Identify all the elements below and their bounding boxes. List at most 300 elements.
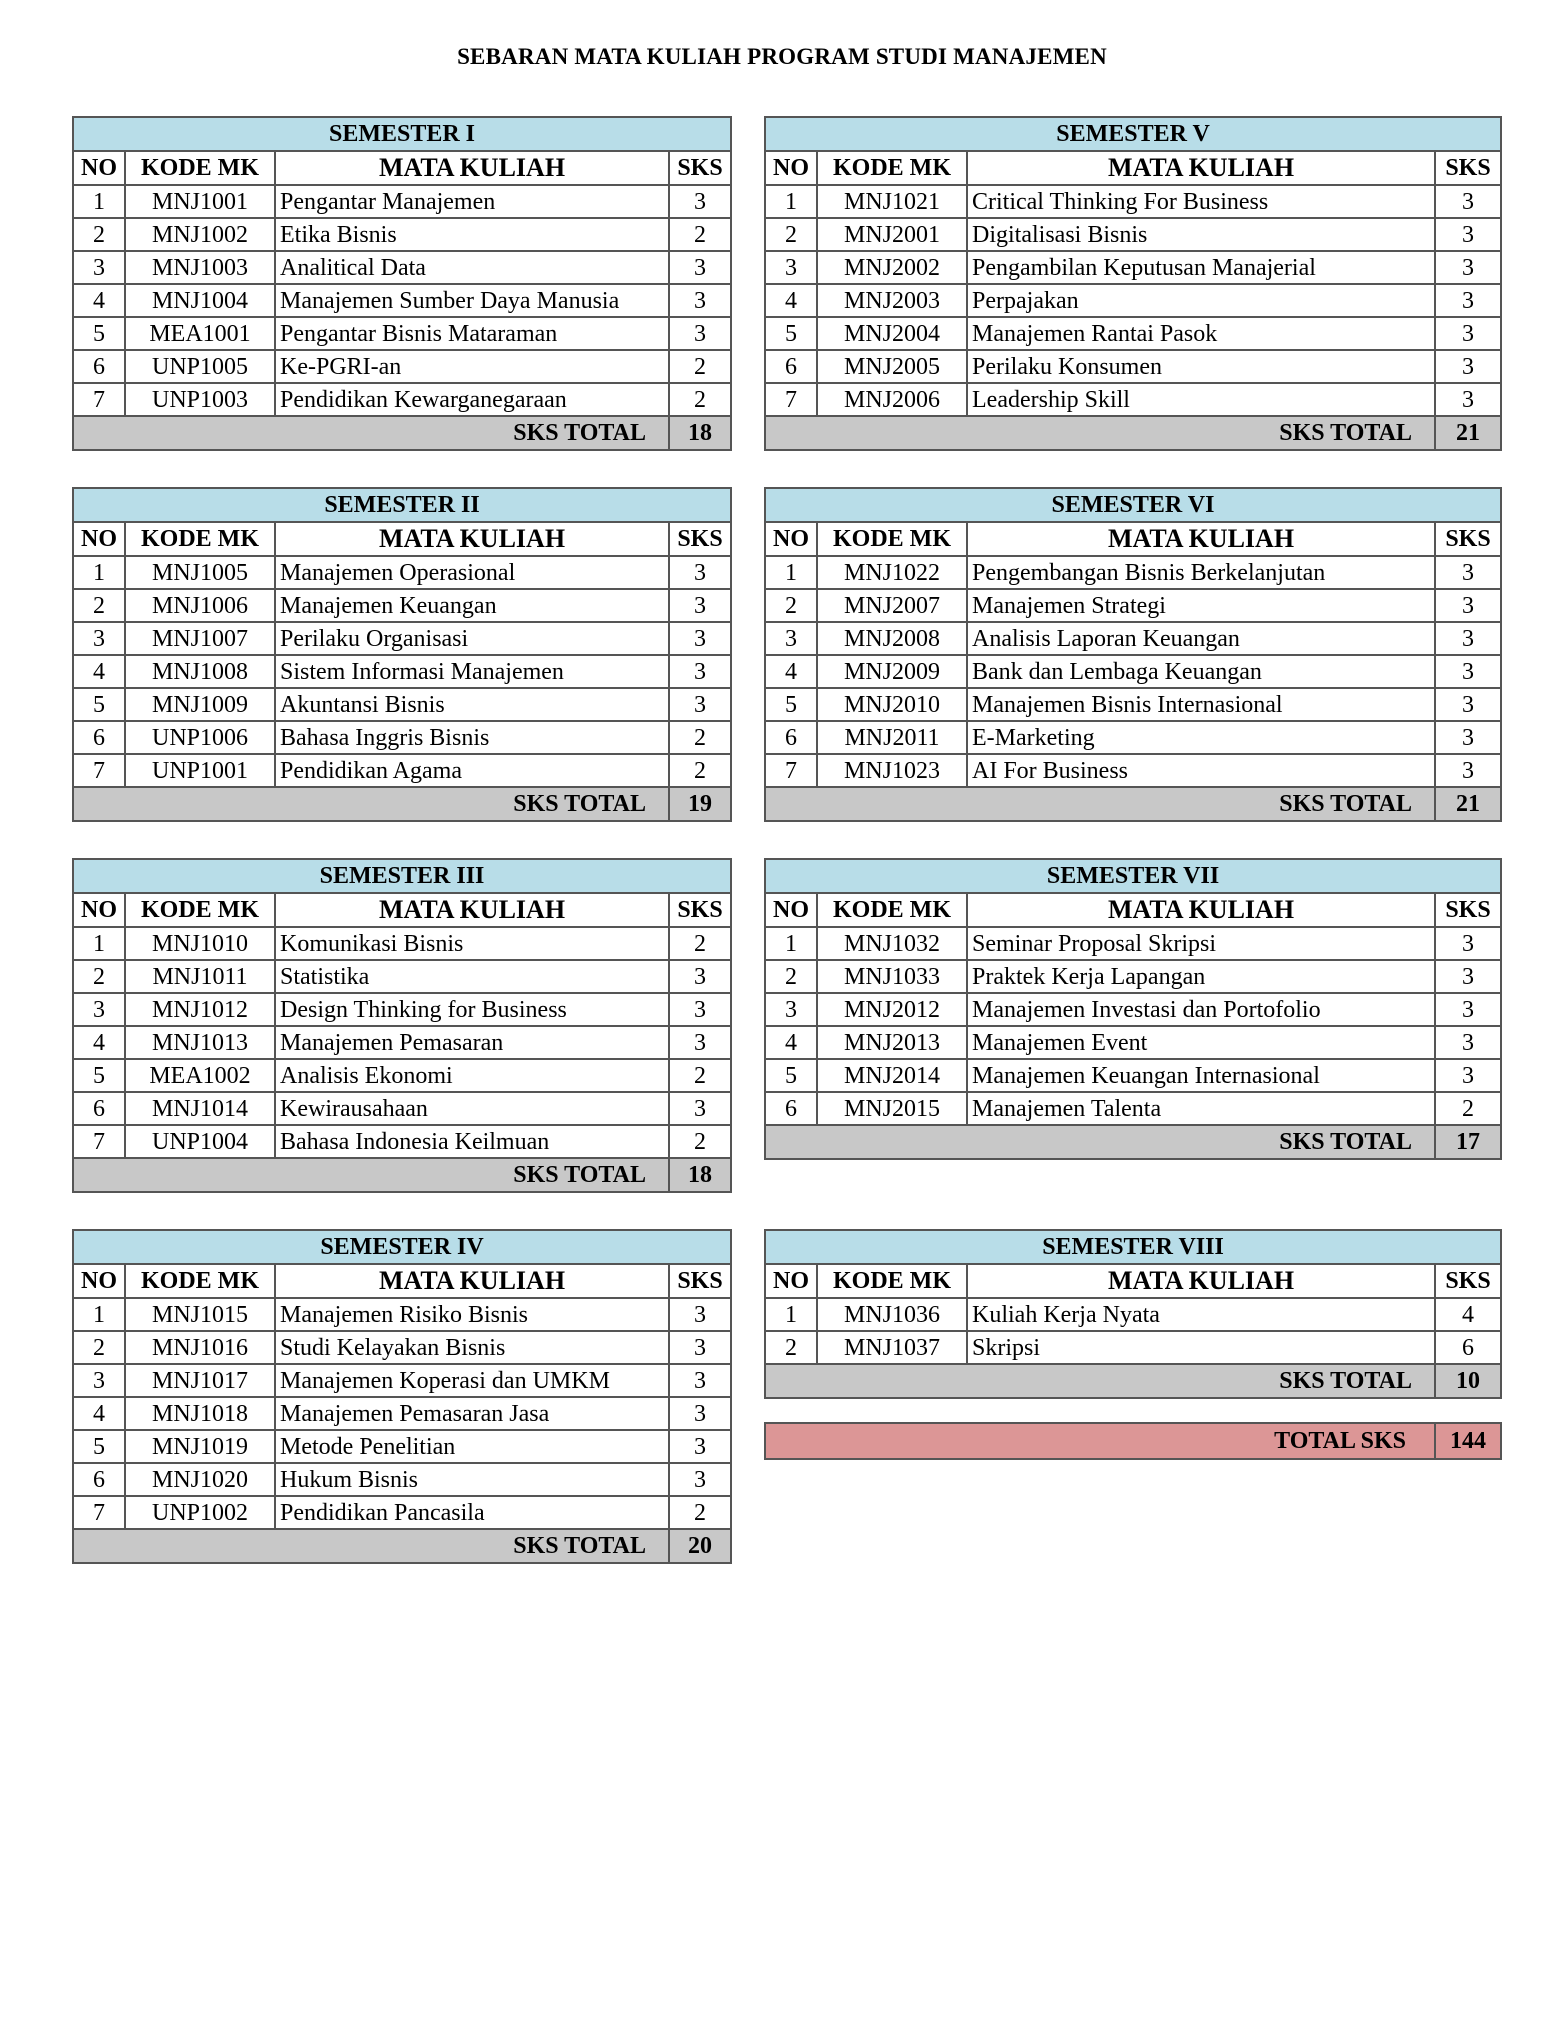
course-sks: 3 — [1435, 622, 1501, 655]
table-row — [765, 218, 1501, 251]
course-sks: 2 — [669, 218, 731, 251]
semester-table — [764, 1229, 1502, 1399]
course-code: MNJ1006 — [125, 589, 275, 622]
table-row — [73, 589, 731, 622]
sks-total-value: 18 — [669, 416, 731, 450]
course-name: Studi Kelayakan Bisnis — [275, 1331, 669, 1364]
table-row — [73, 754, 731, 787]
table-row — [73, 1125, 731, 1158]
col-header-mata-kuliah: MATA KULIAH — [967, 893, 1435, 927]
col-header-no: NO — [73, 893, 125, 927]
course-name: Manajemen Pemasaran Jasa — [275, 1397, 669, 1430]
course-sks: 3 — [1435, 1026, 1501, 1059]
col-header-no: NO — [73, 1264, 125, 1298]
course-code: MNJ2014 — [817, 1059, 967, 1092]
sks-total-value: 18 — [669, 1158, 731, 1192]
col-header-mata-kuliah: MATA KULIAH — [275, 893, 669, 927]
semester-title: SEMESTER II — [73, 488, 731, 522]
course-name: Pengambilan Keputusan Manajerial — [967, 251, 1435, 284]
course-no: 4 — [73, 1026, 125, 1059]
table-row — [73, 556, 731, 589]
table-row — [73, 960, 731, 993]
course-sks: 3 — [669, 1298, 731, 1331]
course-name: Kuliah Kerja Nyata — [967, 1298, 1435, 1331]
table-row — [765, 754, 1501, 787]
table-row — [73, 1331, 731, 1364]
course-sks: 3 — [1435, 754, 1501, 787]
course-code: MNJ1019 — [125, 1430, 275, 1463]
sks-total-label: SKS TOTAL — [73, 1529, 669, 1563]
table-row — [765, 185, 1501, 218]
course-name: Pengembangan Bisnis Berkelanjutan — [967, 556, 1435, 589]
course-sks: 3 — [669, 1430, 731, 1463]
course-name: Pengantar Manajemen — [275, 185, 669, 218]
course-no: 7 — [73, 1125, 125, 1158]
course-sks: 3 — [1435, 556, 1501, 589]
course-sks: 3 — [669, 284, 731, 317]
total-row — [765, 787, 1501, 821]
course-name: Komunikasi Bisnis — [275, 927, 669, 960]
table-row — [73, 927, 731, 960]
course-sks: 3 — [1435, 688, 1501, 721]
total-row — [73, 416, 731, 450]
table-row — [73, 1496, 731, 1529]
course-code: MNJ1036 — [817, 1298, 967, 1331]
course-sks: 2 — [669, 1496, 731, 1529]
course-code: MNJ2006 — [817, 383, 967, 416]
table-row — [765, 1026, 1501, 1059]
course-sks: 3 — [669, 185, 731, 218]
table-row — [765, 1298, 1501, 1331]
course-name: Perilaku Konsumen — [967, 350, 1435, 383]
table-row — [765, 927, 1501, 960]
grand-total-label: TOTAL SKS — [765, 1423, 1435, 1459]
course-sks: 3 — [669, 993, 731, 1026]
table-row — [765, 993, 1501, 1026]
grand-total-row — [765, 1423, 1501, 1459]
table-row — [73, 1463, 731, 1496]
course-no: 5 — [73, 1059, 125, 1092]
col-header-no: NO — [765, 522, 817, 556]
course-code: UNP1004 — [125, 1125, 275, 1158]
course-code: MNJ1037 — [817, 1331, 967, 1364]
col-header-mata-kuliah: MATA KULIAH — [967, 151, 1435, 185]
course-no: 1 — [73, 185, 125, 218]
table-row — [73, 1059, 731, 1092]
sks-total-label: SKS TOTAL — [73, 416, 669, 450]
course-no: 5 — [765, 688, 817, 721]
course-sks: 3 — [1435, 993, 1501, 1026]
semester-table — [764, 858, 1502, 1160]
course-name: Manajemen Rantai Pasok — [967, 317, 1435, 350]
table-row — [73, 251, 731, 284]
table-row — [765, 251, 1501, 284]
course-sks: 3 — [1435, 960, 1501, 993]
semester-title: SEMESTER VI — [765, 488, 1501, 522]
table-row — [73, 317, 731, 350]
course-sks: 3 — [669, 1026, 731, 1059]
course-no: 7 — [73, 754, 125, 787]
course-no: 6 — [73, 1092, 125, 1125]
course-sks: 3 — [1435, 589, 1501, 622]
semester-title: SEMESTER IV — [73, 1230, 731, 1264]
table-row — [765, 317, 1501, 350]
course-sks: 3 — [1435, 655, 1501, 688]
table-row — [765, 655, 1501, 688]
course-code: MNJ1008 — [125, 655, 275, 688]
course-code: MNJ1013 — [125, 1026, 275, 1059]
table-row — [73, 350, 731, 383]
course-code: MNJ2009 — [817, 655, 967, 688]
course-no: 2 — [765, 589, 817, 622]
course-code: MEA1002 — [125, 1059, 275, 1092]
course-sks: 2 — [669, 721, 731, 754]
course-code: MNJ2002 — [817, 251, 967, 284]
total-row — [73, 787, 731, 821]
course-code: MNJ2015 — [817, 1092, 967, 1125]
course-no: 4 — [73, 284, 125, 317]
table-row — [765, 1331, 1501, 1364]
table-row — [765, 284, 1501, 317]
course-sks: 4 — [1435, 1298, 1501, 1331]
course-sks: 3 — [669, 1364, 731, 1397]
col-header-sks: SKS — [1435, 151, 1501, 185]
course-code: MNJ2003 — [817, 284, 967, 317]
course-code: MNJ1018 — [125, 1397, 275, 1430]
course-no: 7 — [73, 383, 125, 416]
course-name: Manajemen Talenta — [967, 1092, 1435, 1125]
table-row — [73, 1430, 731, 1463]
total-row — [765, 416, 1501, 450]
semester-title: SEMESTER V — [765, 117, 1501, 151]
course-no: 4 — [765, 655, 817, 688]
course-no: 1 — [765, 1298, 817, 1331]
table-row — [73, 185, 731, 218]
course-code: MNJ1015 — [125, 1298, 275, 1331]
semester-title: SEMESTER III — [73, 859, 731, 893]
course-name: Bank dan Lembaga Keuangan — [967, 655, 1435, 688]
course-name: AI For Business — [967, 754, 1435, 787]
course-sks: 2 — [1435, 1092, 1501, 1125]
course-no: 4 — [765, 1026, 817, 1059]
course-no: 7 — [765, 383, 817, 416]
table-row — [73, 721, 731, 754]
table-row — [73, 1397, 731, 1430]
table-row — [73, 688, 731, 721]
course-sks: 3 — [669, 655, 731, 688]
table-row — [765, 383, 1501, 416]
table-row — [73, 383, 731, 416]
course-sks: 2 — [669, 927, 731, 960]
col-header-mata-kuliah: MATA KULIAH — [275, 522, 669, 556]
semester-title: SEMESTER I — [73, 117, 731, 151]
course-code: MNJ1023 — [817, 754, 967, 787]
table-row — [73, 1026, 731, 1059]
document-title: SEBARAN MATA KULIAH PROGRAM STUDI MANAJEMEN — [457, 44, 1107, 69]
sks-total-label: SKS TOTAL — [765, 787, 1435, 821]
course-code: UNP1001 — [125, 754, 275, 787]
col-header-sks: SKS — [1435, 1264, 1501, 1298]
col-header-no: NO — [73, 522, 125, 556]
course-name: Digitalisasi Bisnis — [967, 218, 1435, 251]
semester-table — [72, 487, 732, 822]
course-no: 6 — [73, 350, 125, 383]
course-sks: 3 — [669, 589, 731, 622]
col-header-kode: KODE MK — [817, 893, 967, 927]
course-code: MNJ1010 — [125, 927, 275, 960]
course-code: MNJ1020 — [125, 1463, 275, 1496]
table-row — [73, 1092, 731, 1125]
course-sks: 3 — [1435, 350, 1501, 383]
course-sks: 3 — [1435, 185, 1501, 218]
course-code: MNJ2011 — [817, 721, 967, 754]
course-code: MNJ1001 — [125, 185, 275, 218]
course-no: 2 — [73, 1331, 125, 1364]
col-header-kode: KODE MK — [817, 1264, 967, 1298]
course-code: MNJ1022 — [817, 556, 967, 589]
col-header-sks: SKS — [669, 151, 731, 185]
course-sks: 2 — [669, 383, 731, 416]
course-code: MNJ1032 — [817, 927, 967, 960]
course-name: E-Marketing — [967, 721, 1435, 754]
col-header-sks: SKS — [1435, 522, 1501, 556]
course-sks: 3 — [1435, 284, 1501, 317]
col-header-kode: KODE MK — [125, 893, 275, 927]
table-row — [765, 350, 1501, 383]
course-name: Manajemen Event — [967, 1026, 1435, 1059]
course-no: 5 — [765, 1059, 817, 1092]
course-name: Perilaku Organisasi — [275, 622, 669, 655]
course-sks: 3 — [669, 556, 731, 589]
table-row — [73, 993, 731, 1026]
course-code: MNJ1021 — [817, 185, 967, 218]
course-name: Pendidikan Pancasila — [275, 1496, 669, 1529]
course-no: 1 — [73, 1298, 125, 1331]
course-no: 5 — [73, 688, 125, 721]
course-no: 3 — [765, 993, 817, 1026]
course-name: Bahasa Inggris Bisnis — [275, 721, 669, 754]
semester-title: SEMESTER VIII — [765, 1230, 1501, 1264]
table-row — [73, 622, 731, 655]
course-no: 3 — [73, 1364, 125, 1397]
course-code: UNP1005 — [125, 350, 275, 383]
course-code: MNJ2008 — [817, 622, 967, 655]
course-sks: 3 — [1435, 927, 1501, 960]
course-name: Manajemen Keuangan Internasional — [967, 1059, 1435, 1092]
course-name: Pendidikan Kewarganegaraan — [275, 383, 669, 416]
col-header-kode: KODE MK — [125, 151, 275, 185]
course-name: Critical Thinking For Business — [967, 185, 1435, 218]
course-sks: 3 — [1435, 1059, 1501, 1092]
course-no: 4 — [73, 655, 125, 688]
col-header-sks: SKS — [669, 522, 731, 556]
sks-total-label: SKS TOTAL — [73, 787, 669, 821]
course-name: Manajemen Bisnis Internasional — [967, 688, 1435, 721]
course-name: Metode Penelitian — [275, 1430, 669, 1463]
course-no: 5 — [73, 1430, 125, 1463]
course-code: MNJ1007 — [125, 622, 275, 655]
course-code: MNJ2007 — [817, 589, 967, 622]
course-no: 2 — [765, 960, 817, 993]
course-no: 5 — [73, 317, 125, 350]
table-row — [765, 1059, 1501, 1092]
course-name: Manajemen Risiko Bisnis — [275, 1298, 669, 1331]
course-name: Manajemen Pemasaran — [275, 1026, 669, 1059]
semester-table — [72, 858, 732, 1193]
table-row — [765, 556, 1501, 589]
grand-total-table — [764, 1422, 1502, 1460]
course-name: Analisis Laporan Keuangan — [967, 622, 1435, 655]
col-header-kode: KODE MK — [125, 1264, 275, 1298]
total-row — [73, 1158, 731, 1192]
table-row — [765, 721, 1501, 754]
course-code: MNJ1012 — [125, 993, 275, 1026]
semester-title: SEMESTER VII — [765, 859, 1501, 893]
course-code: MNJ1033 — [817, 960, 967, 993]
course-code: MNJ1004 — [125, 284, 275, 317]
course-name: Analitical Data — [275, 251, 669, 284]
course-sks: 3 — [669, 251, 731, 284]
sks-total-label: SKS TOTAL — [765, 1364, 1435, 1398]
course-no: 7 — [73, 1496, 125, 1529]
course-no: 3 — [73, 622, 125, 655]
course-name: Pendidikan Agama — [275, 754, 669, 787]
course-code: MNJ1017 — [125, 1364, 275, 1397]
sks-total-value: 21 — [1435, 787, 1501, 821]
course-sks: 3 — [669, 1397, 731, 1430]
course-no: 6 — [765, 1092, 817, 1125]
semester-table — [764, 487, 1502, 822]
course-no: 3 — [73, 251, 125, 284]
col-header-kode: KODE MK — [817, 151, 967, 185]
course-sks: 3 — [669, 622, 731, 655]
course-sks: 3 — [669, 688, 731, 721]
course-name: Manajemen Operasional — [275, 556, 669, 589]
course-code: MNJ2013 — [817, 1026, 967, 1059]
course-no: 2 — [765, 218, 817, 251]
course-code: MNJ2012 — [817, 993, 967, 1026]
total-row — [73, 1529, 731, 1563]
course-no: 1 — [765, 556, 817, 589]
table-row — [73, 218, 731, 251]
course-sks: 3 — [669, 960, 731, 993]
col-header-mata-kuliah: MATA KULIAH — [275, 1264, 669, 1298]
course-code: MNJ1011 — [125, 960, 275, 993]
course-no: 3 — [73, 993, 125, 1026]
table-row — [765, 589, 1501, 622]
course-no: 2 — [73, 960, 125, 993]
course-no: 2 — [765, 1331, 817, 1364]
course-sks: 3 — [669, 317, 731, 350]
sks-total-value: 17 — [1435, 1125, 1501, 1159]
course-code: MNJ1009 — [125, 688, 275, 721]
course-code: MNJ2005 — [817, 350, 967, 383]
course-name: Design Thinking for Business — [275, 993, 669, 1026]
course-sks: 3 — [1435, 383, 1501, 416]
sks-total-value: 19 — [669, 787, 731, 821]
course-no: 6 — [765, 721, 817, 754]
course-code: UNP1003 — [125, 383, 275, 416]
course-name: Sistem Informasi Manajemen — [275, 655, 669, 688]
course-code: UNP1006 — [125, 721, 275, 754]
sks-total-label: SKS TOTAL — [765, 1125, 1435, 1159]
course-sks: 2 — [669, 1125, 731, 1158]
course-sks: 3 — [1435, 721, 1501, 754]
course-code: MEA1001 — [125, 317, 275, 350]
course-no: 6 — [73, 1463, 125, 1496]
col-header-sks: SKS — [669, 893, 731, 927]
table-row — [73, 1298, 731, 1331]
sks-total-value: 21 — [1435, 416, 1501, 450]
course-name: Seminar Proposal Skripsi — [967, 927, 1435, 960]
course-name: Manajemen Sumber Daya Manusia — [275, 284, 669, 317]
course-no: 1 — [73, 927, 125, 960]
course-sks: 6 — [1435, 1331, 1501, 1364]
col-header-kode: KODE MK — [817, 522, 967, 556]
course-code: MNJ2010 — [817, 688, 967, 721]
course-name: Praktek Kerja Lapangan — [967, 960, 1435, 993]
course-no: 4 — [765, 284, 817, 317]
col-header-kode: KODE MK — [125, 522, 275, 556]
table-row — [765, 960, 1501, 993]
course-no: 6 — [73, 721, 125, 754]
course-no: 2 — [73, 589, 125, 622]
course-sks: 3 — [1435, 218, 1501, 251]
semester-table — [72, 1229, 732, 1564]
col-header-no: NO — [765, 1264, 817, 1298]
course-name: Etika Bisnis — [275, 218, 669, 251]
course-sks: 2 — [669, 350, 731, 383]
course-name: Statistika — [275, 960, 669, 993]
col-header-no: NO — [765, 893, 817, 927]
course-name: Pengantar Bisnis Mataraman — [275, 317, 669, 350]
course-name: Manajemen Keuangan — [275, 589, 669, 622]
course-code: MNJ1002 — [125, 218, 275, 251]
course-sks: 3 — [669, 1331, 731, 1364]
table-row — [73, 284, 731, 317]
total-row — [765, 1364, 1501, 1398]
course-name: Manajemen Koperasi dan UMKM — [275, 1364, 669, 1397]
sks-total-label: SKS TOTAL — [73, 1158, 669, 1192]
col-header-no: NO — [73, 151, 125, 185]
sks-total-value: 10 — [1435, 1364, 1501, 1398]
course-no: 1 — [765, 185, 817, 218]
grand-total-value: 144 — [1435, 1423, 1501, 1459]
course-name: Akuntansi Bisnis — [275, 688, 669, 721]
course-no: 3 — [765, 622, 817, 655]
course-sks: 3 — [669, 1463, 731, 1496]
sks-total-value: 20 — [669, 1529, 731, 1563]
course-name: Leadership Skill — [967, 383, 1435, 416]
course-code: MNJ1005 — [125, 556, 275, 589]
course-name: Ke-PGRI-an — [275, 350, 669, 383]
table-row — [765, 688, 1501, 721]
course-sks: 3 — [669, 1092, 731, 1125]
table-row — [765, 1092, 1501, 1125]
course-name: Perpajakan — [967, 284, 1435, 317]
sks-total-label: SKS TOTAL — [765, 416, 1435, 450]
col-header-mata-kuliah: MATA KULIAH — [967, 1264, 1435, 1298]
col-header-no: NO — [765, 151, 817, 185]
semester-table — [764, 116, 1502, 451]
course-name: Analisis Ekonomi — [275, 1059, 669, 1092]
col-header-mata-kuliah: MATA KULIAH — [967, 522, 1435, 556]
course-no: 6 — [765, 350, 817, 383]
course-code: MNJ1014 — [125, 1092, 275, 1125]
course-no: 2 — [73, 218, 125, 251]
semester-table — [72, 116, 732, 451]
course-sks: 2 — [669, 1059, 731, 1092]
